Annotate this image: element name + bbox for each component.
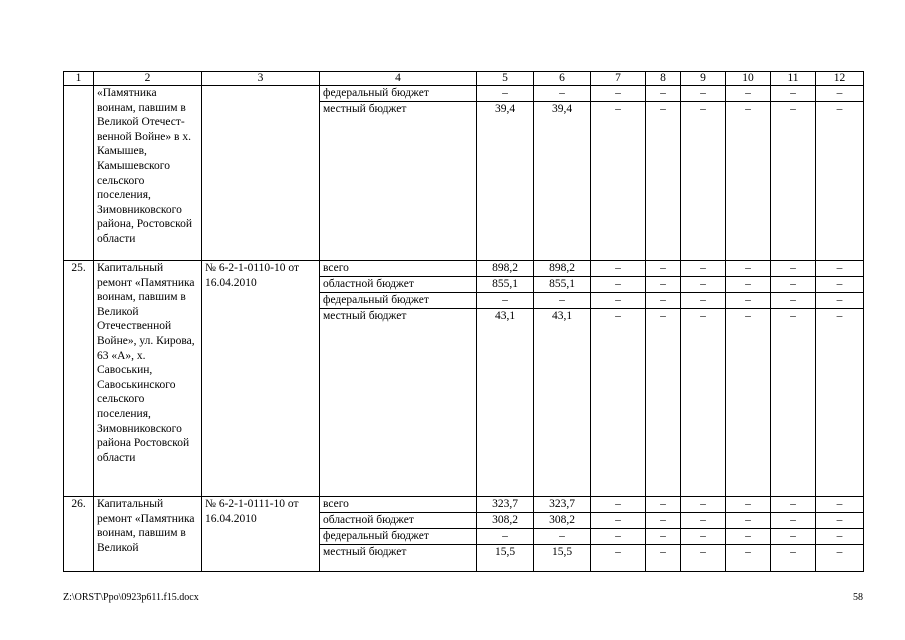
table-row [64, 261, 864, 497]
value: – [591, 277, 645, 293]
value: – [726, 261, 770, 277]
value-cell-col-8 [646, 497, 681, 572]
value: – [681, 86, 725, 102]
value: – [681, 529, 725, 545]
value: – [615, 546, 621, 558]
value: 15,5 [494, 546, 516, 558]
value: 39,4 [551, 103, 573, 115]
value: – [771, 277, 815, 293]
table-row [64, 497, 864, 572]
value-cell-v5 [477, 261, 534, 497]
value: – [816, 497, 863, 513]
value-cell-col-7 [591, 497, 646, 572]
value: – [790, 310, 796, 322]
footer-file-path: Z:\ORST\Ppo\0923p611.f15.docx [63, 592, 199, 603]
value: 15,5 [551, 546, 573, 558]
value: – [836, 103, 843, 115]
value-cell-v5 [477, 497, 534, 572]
value: – [477, 293, 533, 309]
value: – [771, 293, 815, 309]
funding-sources [320, 261, 477, 497]
value-cell-col-11 [771, 261, 816, 497]
value: – [836, 546, 843, 558]
value: – [726, 513, 770, 529]
budget-table [63, 71, 864, 572]
value: – [745, 310, 751, 322]
row-number: 26. [64, 497, 94, 572]
value: – [771, 86, 815, 102]
value: 898,2 [534, 261, 590, 277]
value: 308,2 [534, 513, 590, 529]
value: – [646, 277, 680, 293]
value: 898,2 [477, 261, 533, 277]
value: – [790, 103, 796, 115]
value-cell-col-9 [681, 86, 726, 261]
value: – [646, 293, 680, 309]
value: – [660, 310, 666, 322]
value-cell-col-11 [771, 497, 816, 572]
value-cell-col-8 [646, 86, 681, 261]
value-cell-v6 [534, 86, 591, 261]
col-header: 11 [771, 72, 816, 86]
value: – [660, 103, 666, 115]
value: – [534, 86, 590, 102]
funding-source-label: областной бюджет [320, 513, 476, 529]
col-header: 3 [202, 72, 320, 86]
col-header: 1 [64, 72, 94, 86]
value: – [726, 529, 770, 545]
value-cell-col-12 [816, 86, 864, 261]
value: – [591, 513, 645, 529]
value: – [591, 293, 645, 309]
value: 43,1 [551, 310, 573, 322]
value: – [681, 513, 725, 529]
funding-source-label: областной бюджет [320, 277, 476, 293]
funding-source-label: федеральный бюджет [320, 529, 476, 545]
value: – [771, 497, 815, 513]
value: – [591, 261, 645, 277]
value: – [790, 546, 796, 558]
value: – [646, 529, 680, 545]
row-number: 25. [64, 261, 94, 497]
col-header: 8 [646, 72, 681, 86]
funding-source-label: всего [320, 261, 476, 277]
value: – [646, 497, 680, 513]
col-header: 6 [534, 72, 591, 86]
value: – [477, 86, 533, 102]
funding-source-label: всего [320, 497, 476, 513]
funding-source-label: местный бюджет [323, 546, 407, 558]
value: – [836, 310, 843, 322]
value: 308,2 [477, 513, 533, 529]
table-row [64, 86, 864, 261]
object-name: Капитальный ремонт «Памятника воинам, павшим в Великой Отечественной Войне», ул. Кирова, 63 «А», х. Савоськин, Савоськинского сельского поселения, Зимовниковского района Ростовской области [94, 261, 202, 497]
funding-source-label: местный бюджет [323, 310, 407, 322]
object-name: Капитальный ремонт «Памятника воинам, павшим в Великой [94, 497, 202, 572]
document-number: № 6-2-1-0111-10 от 16.04.2010 [202, 497, 320, 572]
funding-sources [320, 86, 477, 261]
value: – [700, 310, 706, 322]
value: – [816, 513, 863, 529]
col-header: 7 [591, 72, 646, 86]
value: 39,4 [494, 103, 516, 115]
value: – [615, 310, 621, 322]
object-name: «Памятника воинам, павшим в Великой Отечест-венной Войне» в х. Камышев, Камышевского сельского поселения, Зимовниковского района, Ростовской области [94, 86, 202, 261]
value: – [591, 529, 645, 545]
value-cell-col-8 [646, 261, 681, 497]
value: 855,1 [477, 277, 533, 293]
value: – [615, 103, 621, 115]
col-header: 5 [477, 72, 534, 86]
value: – [681, 277, 725, 293]
funding-sources [320, 497, 477, 572]
value: – [726, 277, 770, 293]
funding-source-label: федеральный бюджет [320, 86, 476, 102]
value: – [816, 293, 863, 309]
value-cell-v5 [477, 86, 534, 261]
col-header: 2 [94, 72, 202, 86]
value-cell-col-10 [726, 86, 771, 261]
value: – [816, 277, 863, 293]
value: – [591, 86, 645, 102]
value: – [816, 529, 863, 545]
value-cell-col-12 [816, 261, 864, 497]
value-cell-col-9 [681, 497, 726, 572]
value: 323,7 [477, 497, 533, 513]
document-number [202, 86, 320, 261]
col-header: 10 [726, 72, 771, 86]
value: – [700, 103, 706, 115]
value-cell-col-11 [771, 86, 816, 261]
value: – [477, 529, 533, 545]
value: – [591, 497, 645, 513]
col-header: 9 [681, 72, 726, 86]
value: – [771, 261, 815, 277]
value: – [681, 293, 725, 309]
value: – [534, 293, 590, 309]
value: – [816, 86, 863, 102]
value-cell-col-7 [591, 261, 646, 497]
value: 43,1 [494, 310, 516, 322]
value-cell-v6 [534, 261, 591, 497]
col-header: 4 [320, 72, 477, 86]
value: – [816, 261, 863, 277]
value: – [700, 546, 706, 558]
value: – [646, 86, 680, 102]
value: – [745, 103, 751, 115]
value-cell-col-10 [726, 497, 771, 572]
value-cell-col-9 [681, 261, 726, 497]
value: – [646, 261, 680, 277]
value: 323,7 [534, 497, 590, 513]
value: – [771, 529, 815, 545]
value: – [681, 497, 725, 513]
col-header: 12 [816, 72, 864, 86]
header-row [64, 72, 864, 86]
value: – [534, 529, 590, 545]
value: – [771, 513, 815, 529]
funding-source-label: федеральный бюджет [320, 293, 476, 309]
value: – [646, 513, 680, 529]
value: – [726, 293, 770, 309]
footer-page-number: 58 [853, 592, 863, 603]
value-cell-v6 [534, 497, 591, 572]
value-cell-col-7 [591, 86, 646, 261]
value: – [745, 546, 751, 558]
row-number [64, 86, 94, 261]
value-cell-col-10 [726, 261, 771, 497]
value: 855,1 [534, 277, 590, 293]
funding-source-label: местный бюджет [323, 103, 407, 115]
value: – [726, 86, 770, 102]
value: – [660, 546, 666, 558]
value: – [681, 261, 725, 277]
value: – [726, 497, 770, 513]
document-number: № 6-2-1-0110-10 от 16.04.2010 [202, 261, 320, 497]
value-cell-col-12 [816, 497, 864, 572]
